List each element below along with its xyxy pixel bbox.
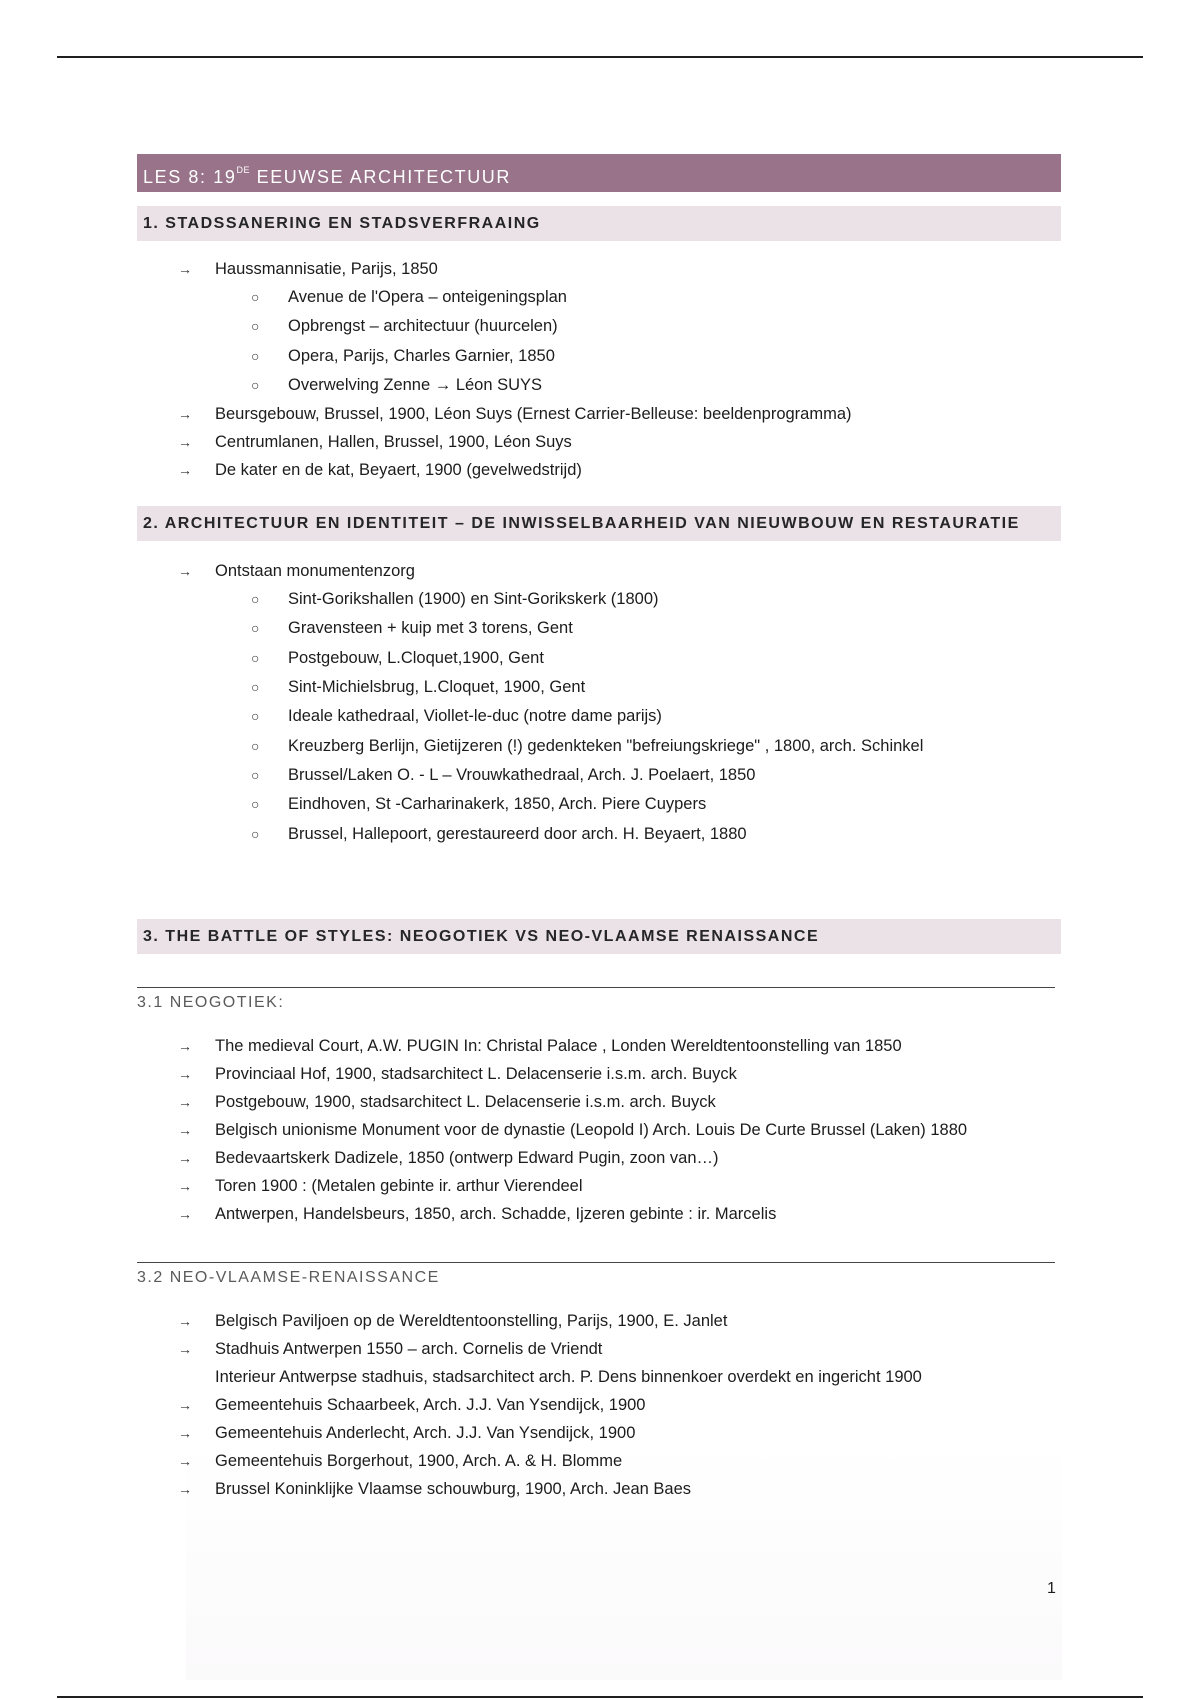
list-item: → Ontstaan monumentenzorg <box>137 557 1061 585</box>
arrow-bullet-icon: → <box>178 1065 192 1082</box>
sub-list-item: ○ Sint-Gorikshallen (1900) en Sint-Gorikskerk (1800) <box>137 585 1061 614</box>
sub-list-item: ○ Overwelving Zenne → Léon SUYS <box>137 371 1061 400</box>
section-3-heading: 3. THE BATTLE OF STYLES: NEOGOTIEK VS NEO-VLAAMSE RENAISSANCE <box>137 919 1061 954</box>
sub-list-item: ○ Avenue de l'Opera – onteigeningsplan <box>137 283 1061 312</box>
section-2-list <box>137 557 1061 585</box>
list-item: → Belgisch unionisme Monument voor de dynastie (Leopold I) Arch. Louis De Curte Brussel (Laken) 1880 <box>137 1116 1061 1144</box>
arrow-bullet-icon: → <box>178 406 192 423</box>
circle-bullet-icon: ○ <box>251 289 260 305</box>
arrow-bullet-icon: → <box>178 563 192 580</box>
list-item: → Gemeentehuis Anderlecht, Arch. J.J. Van Ysendijck, 1900 <box>137 1419 1061 1447</box>
list-item: → De kater en de kat, Beyaert, 1900 (gevelwedstrijd) <box>137 456 1061 484</box>
lesson-title <box>137 154 1061 192</box>
list-item: → The medieval Court, A.W. PUGIN In: Christal Palace , Londen Wereldtentoonstelling van 1850 <box>137 1032 1061 1060</box>
sub-list-item: ○ Sint-Michielsbrug, L.Cloquet, 1900, Gent <box>137 673 1061 702</box>
circle-bullet-icon: ○ <box>251 796 260 813</box>
arrow-bullet-icon: → <box>178 1452 192 1469</box>
sub-list-item: ○ Ideale kathedraal, Viollet-le-duc (notre dame parijs) <box>137 702 1061 731</box>
list-item: → Centrumlanen, Hallen, Brussel, 1900, Léon Suys <box>137 428 1061 456</box>
circle-bullet-icon: ○ <box>251 679 260 696</box>
header-rule <box>57 56 1143 58</box>
list-item: → Toren 1900 : (Metalen gebinte ir. arthur Vierendeel <box>137 1172 1061 1200</box>
arrow-bullet-icon: → <box>178 1205 192 1222</box>
page-number: 1 <box>1047 1580 1056 1597</box>
arrow-bullet-icon: → <box>178 261 192 277</box>
sub-list-item: ○ Opera, Parijs, Charles Garnier, 1850 <box>137 342 1061 371</box>
arrow-bullet-icon: → <box>178 462 192 479</box>
subsection-3-2-list <box>137 1307 1061 1503</box>
arrow-bullet-icon: → <box>178 1037 192 1054</box>
arrow-bullet-icon: → <box>178 1177 192 1194</box>
list-item: → Stadhuis Antwerpen 1550 – arch. Cornelis de Vriendt <box>137 1335 1061 1363</box>
circle-bullet-icon: ○ <box>251 708 260 725</box>
subsection-3-1-heading: 3.1 NEOGOTIEK: <box>137 987 1055 1016</box>
list-item: → Haussmannisatie, Parijs, 1850 <box>137 255 1061 283</box>
circle-bullet-icon: ○ <box>251 766 260 783</box>
arrow-bullet-icon: → <box>178 1424 192 1441</box>
section-1-list-continued <box>137 400 1061 484</box>
list-item: → Belgisch Paviljoen op de Wereldtentoonstelling, Parijs, 1900, E. Janlet <box>137 1307 1061 1335</box>
title-prefix: LES 8: 19 <box>143 167 237 187</box>
list-item: → Gemeentehuis Borgerhout, 1900, Arch. A. & H. Blomme <box>137 1447 1061 1475</box>
sub-list-item: ○ Eindhoven, St -Carharinakerk, 1850, Arch. Piere Cuypers <box>137 790 1061 819</box>
title-suffix: EEUWSE ARCHITECTUUR <box>249 167 512 187</box>
list-item: → Brussel Koninklijke Vlaamse schouwburg, 1900, Arch. Jean Baes <box>137 1475 1061 1503</box>
arrow-bullet-icon: → <box>178 1149 192 1166</box>
sub-list-item: ○ Opbrengst – architectuur (huurcelen) <box>137 312 1061 341</box>
section-1-list <box>137 255 1061 283</box>
subsection-3-1-list <box>137 1032 1061 1228</box>
list-item-continuation: Interieur Antwerpse stadhuis, stadsarchitect arch. P. Dens binnenkoer overdekt en ingericht 1900 <box>215 1367 922 1386</box>
circle-bullet-icon: ○ <box>251 318 260 335</box>
arrow-bullet-icon: → <box>178 1312 192 1329</box>
document-body <box>137 154 1061 1503</box>
arrow-bullet-icon: → <box>178 1396 192 1413</box>
list-item: → Postgebouw, 1900, stadsarchitect L. Delacenserie i.s.m. arch. Buyck <box>137 1088 1061 1116</box>
circle-bullet-icon: ○ <box>251 825 260 842</box>
circle-bullet-icon: ○ <box>251 737 260 754</box>
sub-list-item: ○ Postgebouw, L.Cloquet,1900, Gent <box>137 644 1061 673</box>
title-superscript: DE <box>236 165 250 175</box>
list-item: → Beursgebouw, Brussel, 1900, Léon Suys (Ernest Carrier-Belleuse: beeldenprogramma) <box>137 400 1061 428</box>
circle-bullet-icon: ○ <box>251 620 260 637</box>
list-item: → Antwerpen, Handelsbeurs, 1850, arch. Schadde, Ijzeren gebinte : ir. Marcelis <box>137 1200 1061 1228</box>
arrow-bullet-icon: → <box>178 1121 192 1138</box>
arrow-bullet-icon: → <box>178 1340 192 1357</box>
list-item: → Bedevaartskerk Dadizele, 1850 (ontwerp Edward Pugin, zoon van…) <box>137 1144 1061 1172</box>
arrow-bullet-icon: → <box>178 1480 192 1497</box>
list-item: → Gemeentehuis Schaarbeek, Arch. J.J. Van Ysendijck, 1900 <box>137 1391 1061 1419</box>
footer-rule <box>57 1696 1143 1698</box>
circle-bullet-icon: ○ <box>251 376 260 393</box>
arrow-bullet-icon: → <box>178 434 192 451</box>
section-1-heading: 1. STADSSANERING EN STADSVERFRAAING <box>137 206 1061 241</box>
section-2-sublist <box>137 585 1061 849</box>
sub-list-item: ○ Brussel, Hallepoort, gerestaureerd door arch. H. Beyaert, 1880 <box>137 820 1061 849</box>
sub-list-item: ○ Brussel/Laken O. - L – Vrouwkathedraal, Arch. J. Poelaert, 1850 <box>137 761 1061 790</box>
section-1-sublist <box>137 283 1061 400</box>
list-item: → Provinciaal Hof, 1900, stadsarchitect L. Delacenserie i.s.m. arch. Buyck <box>137 1060 1061 1088</box>
circle-bullet-icon: ○ <box>251 591 260 608</box>
sub-list-item: ○ Kreuzberg Berlijn, Gietijzeren (!) gedenkteken "befreiungskriege" , 1800, arch. Schinkel <box>137 732 1061 761</box>
section-2-heading: 2. ARCHITECTUUR EN IDENTITEIT – DE INWISSELBAARHEID VAN NIEUWBOUW EN RESTAURATIE <box>137 506 1061 541</box>
circle-bullet-icon: ○ <box>251 649 260 666</box>
subsection-3-2-heading: 3.2 NEO-VLAAMSE-RENAISSANCE <box>137 1262 1055 1291</box>
arrow-bullet-icon: → <box>178 1093 192 1110</box>
circle-bullet-icon: ○ <box>251 347 260 364</box>
sub-list-item: ○ Gravensteen + kuip met 3 torens, Gent <box>137 614 1061 643</box>
